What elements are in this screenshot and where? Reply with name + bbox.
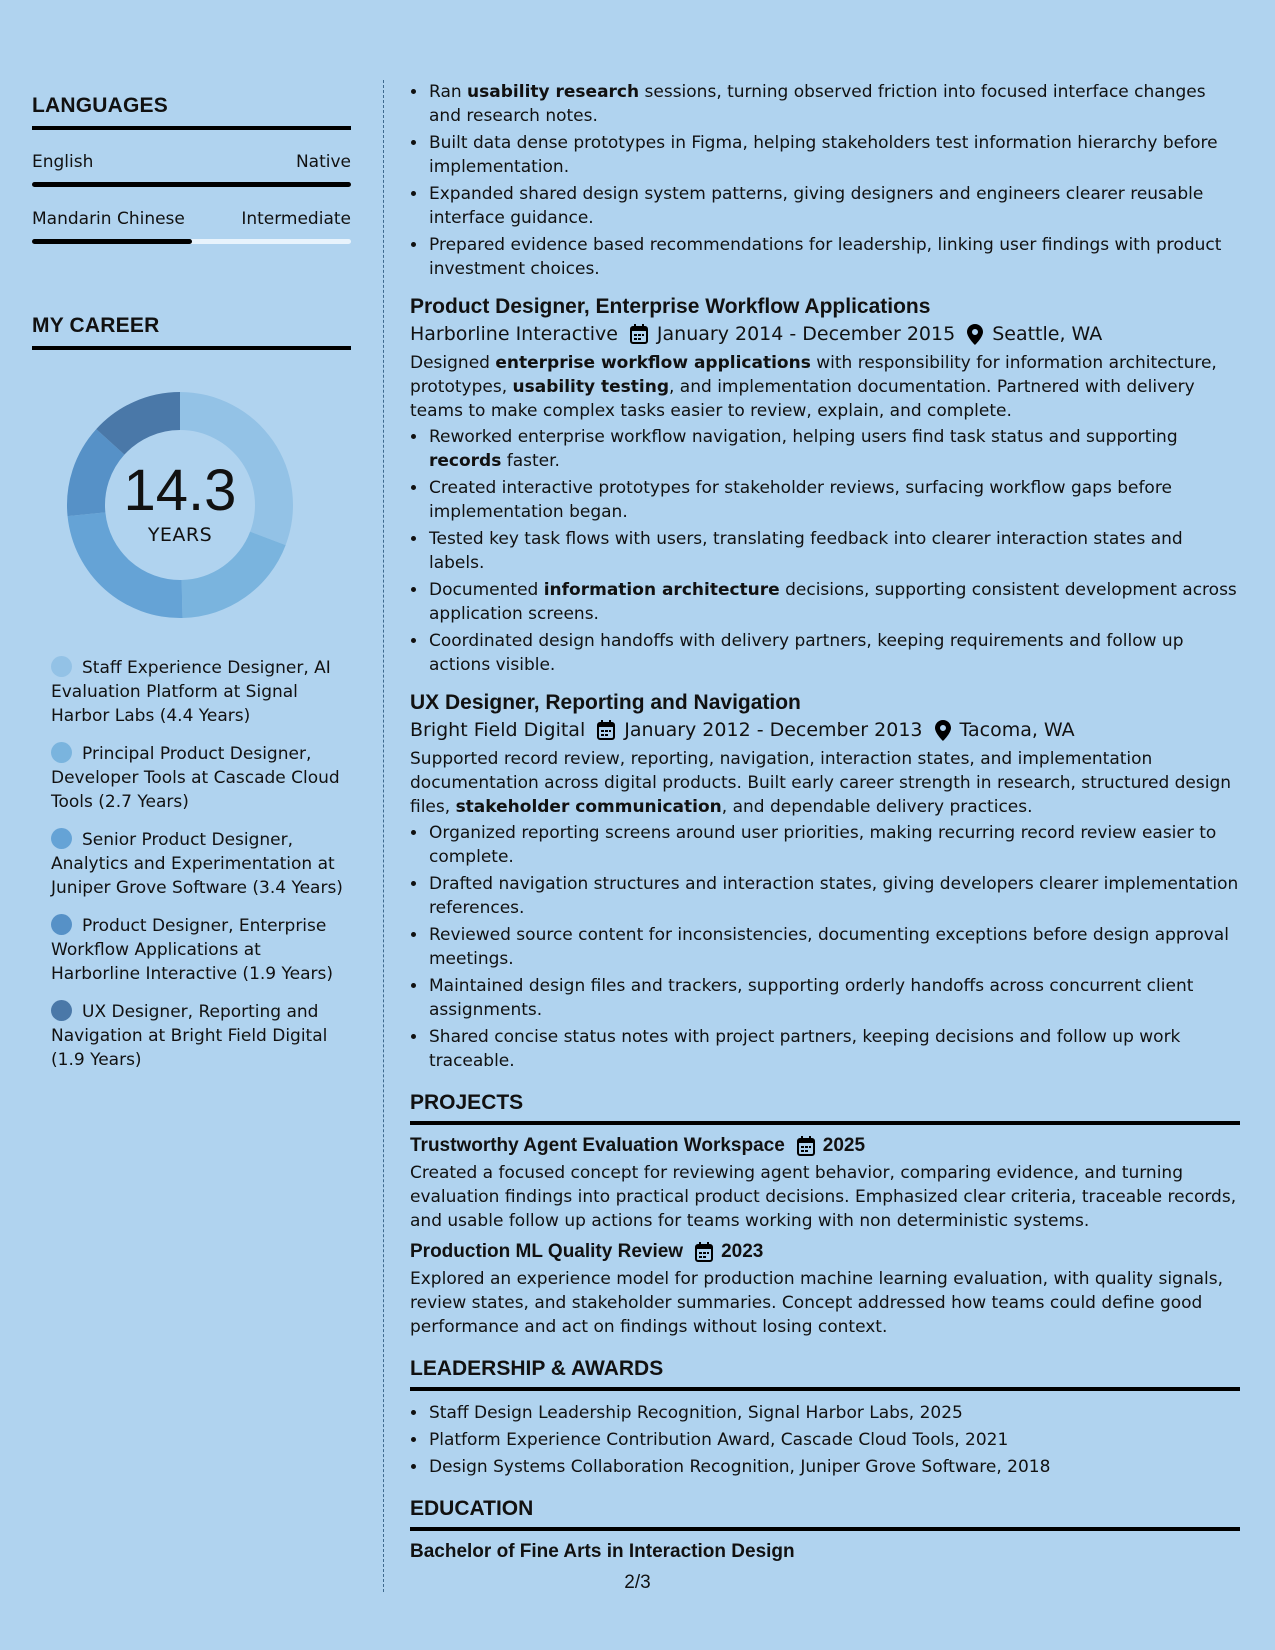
- bullet-item: [428, 821, 1240, 869]
- career-section: [32, 314, 351, 1072]
- career-legend-item: [51, 656, 351, 728]
- job-summary: [410, 351, 1240, 423]
- bullet-text: Created interactive prototypes for stakeholder reviews, surfacing workflow gaps before implementation began.: [429, 478, 1172, 522]
- legend-dot: [51, 656, 72, 677]
- summary-bold-text: enterprise workflow applications: [495, 353, 811, 373]
- project-title-row: [410, 1135, 1240, 1157]
- summary-text: , and implementation documentation. Partnered with delivery teams to make complex tasks easier to review, explain, and complete.: [410, 377, 1195, 421]
- bullet-text: Drafted navigation structures and interaction states, giving developers clearer implementation references.: [429, 874, 1239, 918]
- bullet-text: Prepared evidence based recommendations for leadership, linking user findings with product investment choices.: [429, 235, 1222, 279]
- bullet-text: Documented: [429, 580, 544, 600]
- career-legend-item: [51, 828, 351, 900]
- career-heading: MY CAREER: [32, 314, 351, 350]
- right-column: [410, 80, 1240, 1563]
- bullet-item: [428, 974, 1240, 1022]
- bullet-text: Expanded shared design system patterns, giving designers and engineers clearer reusable interface guidance.: [429, 184, 1204, 228]
- bullet-item: [428, 527, 1240, 575]
- bullet-text: faster.: [501, 451, 560, 471]
- language-list: [32, 152, 351, 244]
- location-pin-icon: [967, 324, 983, 345]
- job-dates: January 2012 - December 2013: [624, 719, 923, 741]
- award-item: • Staff Design Leadership Recognition, Signal Harbor Labs, 2025: [428, 1401, 1240, 1425]
- languages-heading: LANGUAGES: [32, 94, 351, 130]
- project-name: Production ML Quality Review: [410, 1241, 684, 1262]
- bullet-text: sessions, turning observed friction into focused interface changes and research notes.: [429, 82, 1206, 126]
- calendar-icon: [797, 1136, 815, 1156]
- language-name: Mandarin Chinese: [32, 209, 185, 229]
- award-item: • Design Systems Collaboration Recognition, Juniper Grove Software, 2018: [428, 1455, 1240, 1479]
- legend-label: UX Designer, Reporting and Navigation at Bright Field Digital (1.9 Years): [51, 1002, 328, 1070]
- bullet-text: Organized reporting screens around user priorities, making recurring record review easier to complete.: [429, 823, 1217, 867]
- project-list: [410, 1135, 1240, 1339]
- career-total-years: 14.3: [123, 458, 237, 523]
- bullet-text: decisions, supporting consistent development across application screens.: [429, 580, 1237, 624]
- language-proficiency-bar: [32, 239, 351, 244]
- legend-dot: [51, 742, 72, 763]
- bullet-text: Reviewed source content for inconsistencies, documenting exceptions before design approval meetings.: [429, 925, 1229, 969]
- summary-bold-text: stakeholder communication: [455, 797, 722, 817]
- job-meta: [410, 323, 1240, 345]
- calendar-icon: [695, 1242, 713, 1262]
- job-location: Seattle, WA: [992, 323, 1103, 345]
- job-bullets: [410, 821, 1240, 1073]
- previous-role-bullets: [410, 80, 1240, 281]
- bullet-item: [428, 131, 1240, 179]
- career-legend-item: [51, 742, 351, 814]
- bullet-text: Coordinated design handoffs with delivery partners, keeping requirements and follow up actions visible.: [429, 631, 1184, 675]
- language-row: [32, 152, 351, 172]
- education-degree: Bachelor of Fine Arts in Interaction Design: [410, 1541, 795, 1562]
- bullet-item: [428, 80, 1240, 128]
- bullet-item: [428, 1025, 1240, 1073]
- project-title-row: [410, 1241, 1240, 1263]
- award-item: • Platform Experience Contribution Award, Cascade Cloud Tools, 2021: [428, 1428, 1240, 1452]
- job-location: Tacoma, WA: [959, 719, 1075, 741]
- project-description: Created a focused concept for reviewing agent behavior, comparing evidence, and turning evaluation findings into practical product decisions. Emphasized clear criteria, traceable records, and usable follow up actions for teams working with non deterministic systems.: [410, 1163, 1237, 1231]
- legend-dot: [51, 914, 72, 935]
- projects-heading: PROJECTS: [410, 1091, 1240, 1125]
- job-meta: [410, 719, 1240, 741]
- bullet-bold-text: usability research: [467, 82, 640, 102]
- career-legend-item: [51, 1000, 351, 1072]
- summary-text: with responsibility for information architecture, prototypes,: [410, 353, 1217, 397]
- language-name: English: [32, 152, 94, 172]
- donut-center: [65, 390, 295, 620]
- bullet-text: Built data dense prototypes in Figma, helping stakeholders test information hierarchy before implementation.: [429, 133, 1218, 177]
- bullet-text: Shared concise status notes with project partners, keeping decisions and follow up work traceable.: [429, 1027, 1181, 1071]
- location-pin-icon: [935, 720, 951, 741]
- job-title: UX Designer, Reporting and Navigation: [410, 691, 801, 714]
- bullet-item: [428, 578, 1240, 626]
- legend-dot: [51, 828, 72, 849]
- bullet-item: [428, 629, 1240, 677]
- column-divider: [383, 80, 384, 1592]
- summary-bold-text: usability testing: [512, 377, 669, 397]
- awards-heading: LEADERSHIP & AWARDS: [410, 1357, 1240, 1391]
- bullet-bold-text: records: [429, 451, 502, 471]
- bullet-text: Reworked enterprise workflow navigation, helping users find task status and supporting: [429, 427, 1178, 447]
- bullet-bold-text: information architecture: [543, 580, 780, 600]
- language-proficiency-fill: [32, 239, 192, 244]
- job-bullets: [410, 425, 1240, 677]
- education-heading: EDUCATION: [410, 1497, 1240, 1531]
- bullet-item: [428, 182, 1240, 230]
- job-dates: January 2014 - December 2015: [656, 323, 956, 345]
- calendar-icon: [597, 720, 615, 740]
- summary-text: Supported record review, reporting, navigation, interaction states, and implementation documentation across digital products. Built early career strength in research, structured design files,: [410, 749, 1232, 817]
- award-list: [410, 1401, 1240, 1479]
- bullet-item: [428, 233, 1240, 281]
- legend-label: Principal Product Designer, Developer Tools at Cascade Cloud Tools (2.7 Years): [51, 744, 340, 812]
- job-company: Bright Field Digital: [410, 719, 586, 741]
- job-summary: [410, 747, 1240, 819]
- project-year: 2023: [721, 1241, 764, 1262]
- career-legend-item: [51, 914, 351, 986]
- language-level: Native: [295, 152, 351, 172]
- bullet-item: [428, 923, 1240, 971]
- summary-text: , and dependable delivery practices.: [721, 797, 1033, 817]
- career-donut-chart: [65, 390, 295, 620]
- bullet-item: [428, 872, 1240, 920]
- summary-text: Designed: [410, 353, 496, 373]
- career-legend: [32, 656, 351, 1072]
- calendar-icon: [630, 324, 648, 344]
- page-number: 2/3: [624, 1572, 651, 1593]
- legend-label: Senior Product Designer, Analytics and Experimentation at Juniper Grove Software (3.4 Years): [51, 830, 343, 898]
- career-total-unit: YEARS: [147, 524, 213, 546]
- job-title: Product Designer, Enterprise Workflow Applications: [410, 295, 931, 318]
- language-level: Intermediate: [241, 209, 351, 229]
- bullet-text: Tested key task flows with users, translating feedback into clearer interaction states and labels.: [429, 529, 1183, 573]
- legend-label: Product Designer, Enterprise Workflow Applications at Harborline Interactive (1.9 Years): [51, 916, 333, 984]
- bullet-text: Ran: [429, 82, 468, 102]
- left-column: [32, 94, 351, 1086]
- bullet-text: Maintained design files and trackers, supporting orderly handoffs across concurrent client assignments.: [429, 976, 1194, 1020]
- language-proficiency-bar: [32, 182, 351, 187]
- language-proficiency-fill: [32, 182, 351, 187]
- language-row: [32, 209, 351, 229]
- project-name: Trustworthy Agent Evaluation Workspace: [410, 1135, 785, 1156]
- bullet-item: [428, 425, 1240, 473]
- legend-dot: [51, 1000, 72, 1021]
- legend-label: Staff Experience Designer, AI Evaluation Platform at Signal Harbor Labs (4.4 Years): [51, 658, 331, 726]
- project-description: Explored an experience model for production machine learning evaluation, with quality signals, review states, and stakeholder summaries. Concept addressed how teams could define good performance and act on findings without losing context.: [410, 1269, 1224, 1337]
- job-company: Harborline Interactive: [410, 323, 618, 345]
- project-year: 2025: [822, 1135, 866, 1156]
- bullet-item: [428, 476, 1240, 524]
